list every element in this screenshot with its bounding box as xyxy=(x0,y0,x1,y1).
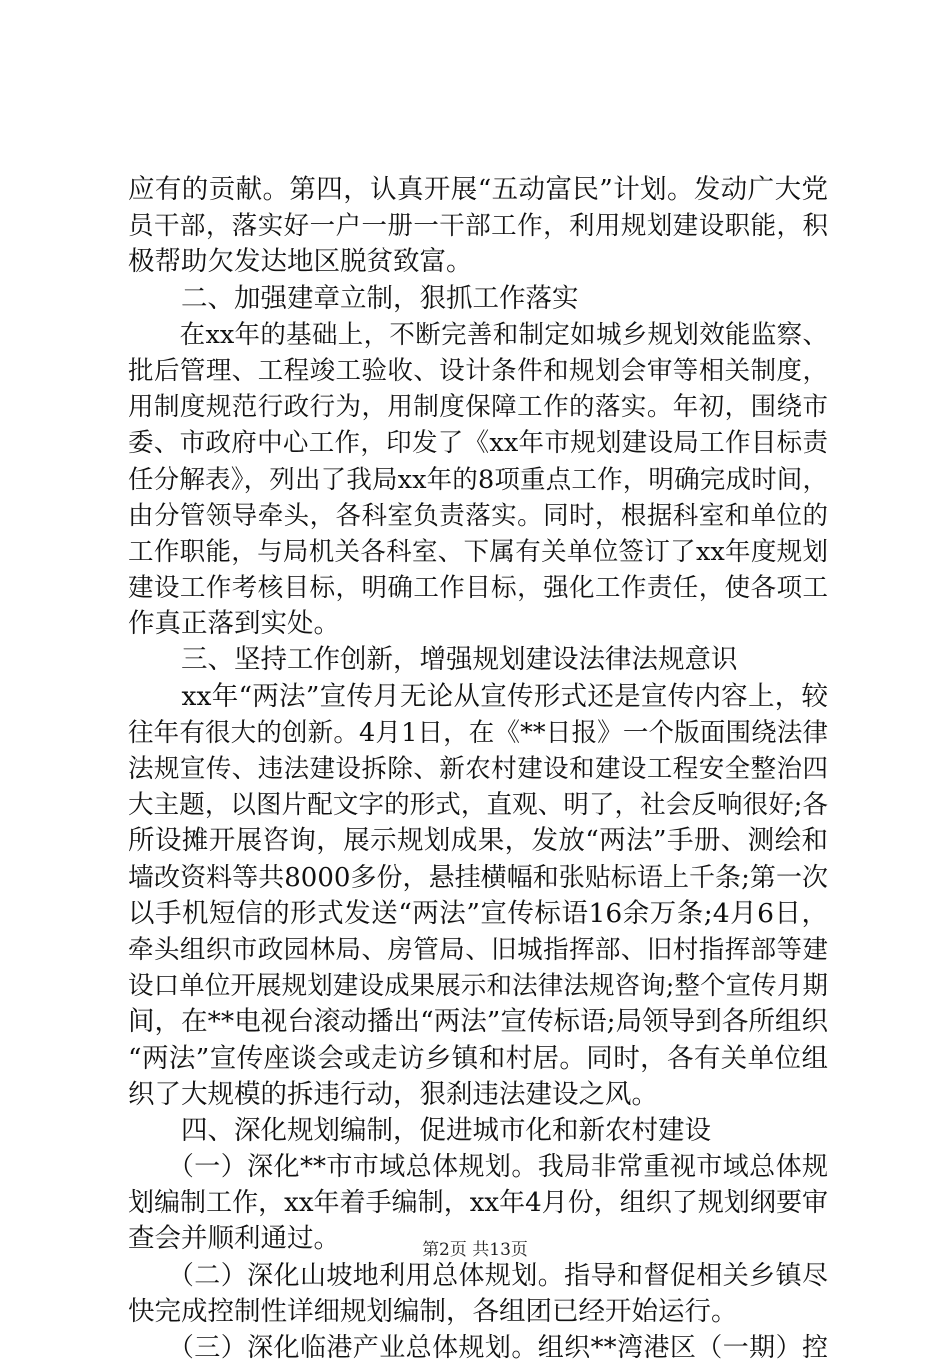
text-line: （一）深化**市市域总体规划。我局非常重视市域总体规 xyxy=(128,1152,828,1183)
text-line: 批后管理、工程竣工验收、设计条件和规划会审等相关制度， xyxy=(128,355,828,386)
text-line: 员干部，落实好一户一册一干部工作，利用规划建设职能，积 xyxy=(128,211,828,242)
document-body xyxy=(128,172,828,1366)
text-line: xx年“两法”宣传月无论从宣传形式还是宣传内容上，较 xyxy=(128,680,828,712)
text-line: 织了大规模的拆违行动，狠刹违法建设之风。 xyxy=(128,1078,658,1110)
text-line: 墙改资料等共8000多份，悬挂横幅和张贴标语上千条;第一次 xyxy=(128,862,828,893)
text-line: 在xx年的基础上，不断完善和制定如城乡规划效能监察、 xyxy=(128,319,828,350)
text-line: 四、深化规划编制，促进城市化和新农村建设 xyxy=(128,1114,711,1146)
text-line: 极帮助欠发达地区脱贫致富。 xyxy=(128,246,473,278)
text-line: 作真正落到实处。 xyxy=(128,608,340,640)
text-line: 工作职能，与局机关各科室、下属有关单位签订了xx年度规划 xyxy=(128,536,828,567)
text-line: 二、加强建章立制，狠抓工作落实 xyxy=(128,282,579,314)
text-line: 应有的贡献。第四，认真开展“五动富民”计划。发动广大党 xyxy=(128,174,828,205)
text-line: 委、市政府中心工作，印发了《xx年市规划建设局工作目标责 xyxy=(128,428,828,459)
text-line: “两法”宣传座谈会或走访乡镇和村居。同时，各有关单位组 xyxy=(128,1042,828,1074)
page-footer xyxy=(0,1238,950,1262)
text-line: 任分解表》，列出了我局xx年的8项重点工作，明确完成时间， xyxy=(128,464,828,495)
text-line: 以手机短信的形式发送“两法”宣传标语16余万条;4月6日， xyxy=(128,897,828,929)
text-line: 设口单位开展规划建设成果展示和法律法规咨询;整个宣传月期 xyxy=(128,971,828,1002)
text-line: 大主题，以图片配文字的形式，直观、明了，社会反响很好;各 xyxy=(128,790,828,821)
text-line: 用制度规范行政行为，用制度保障工作的落实。年初，围绕市 xyxy=(128,392,828,423)
text-line: 法规宣传、违法建设拆除、新农村建设和建设工程安全整治四 xyxy=(128,754,828,784)
text-line: 快完成控制性详细规划编制，各组团已经开始运行。 xyxy=(128,1295,738,1327)
text-line: 划编制工作，xx年着手编制，xx年4月份，组织了规划纲要审 xyxy=(128,1188,828,1219)
text-line: 间，在**电视台滚动播出“两法”宣传标语;局领导到各所组织 xyxy=(128,1006,828,1038)
page-indicator: 第2页 共13页 xyxy=(422,1240,528,1260)
text-line: 牵头组织市政园林局、房管局、旧城指挥部、旧村指挥部等建 xyxy=(128,934,828,965)
text-line: 建设工作考核目标，明确工作目标，强化工作责任，使各项工 xyxy=(128,573,828,604)
text-line: 往年有很大的创新。4月1日，在《**日报》一个版面围绕法律 xyxy=(128,717,828,748)
text-line: （二）深化山坡地利用总体规划。指导和督促相关乡镇尽 xyxy=(128,1260,828,1291)
text-line: 查会并顺利通过。 xyxy=(128,1223,340,1255)
text-line: （三）深化临港产业总体规划。组织**湾港区（一期）控 xyxy=(128,1333,828,1363)
text-line: 由分管领导牵头，各科室负责落实。同时，根据科室和单位的 xyxy=(128,500,828,531)
text-line: 所设摊开展咨询，展示规划成果，发放“两法”手册、测绘和 xyxy=(128,825,828,857)
text-line: 三、坚持工作创新，增强规划建设法律法规意识 xyxy=(128,644,738,676)
